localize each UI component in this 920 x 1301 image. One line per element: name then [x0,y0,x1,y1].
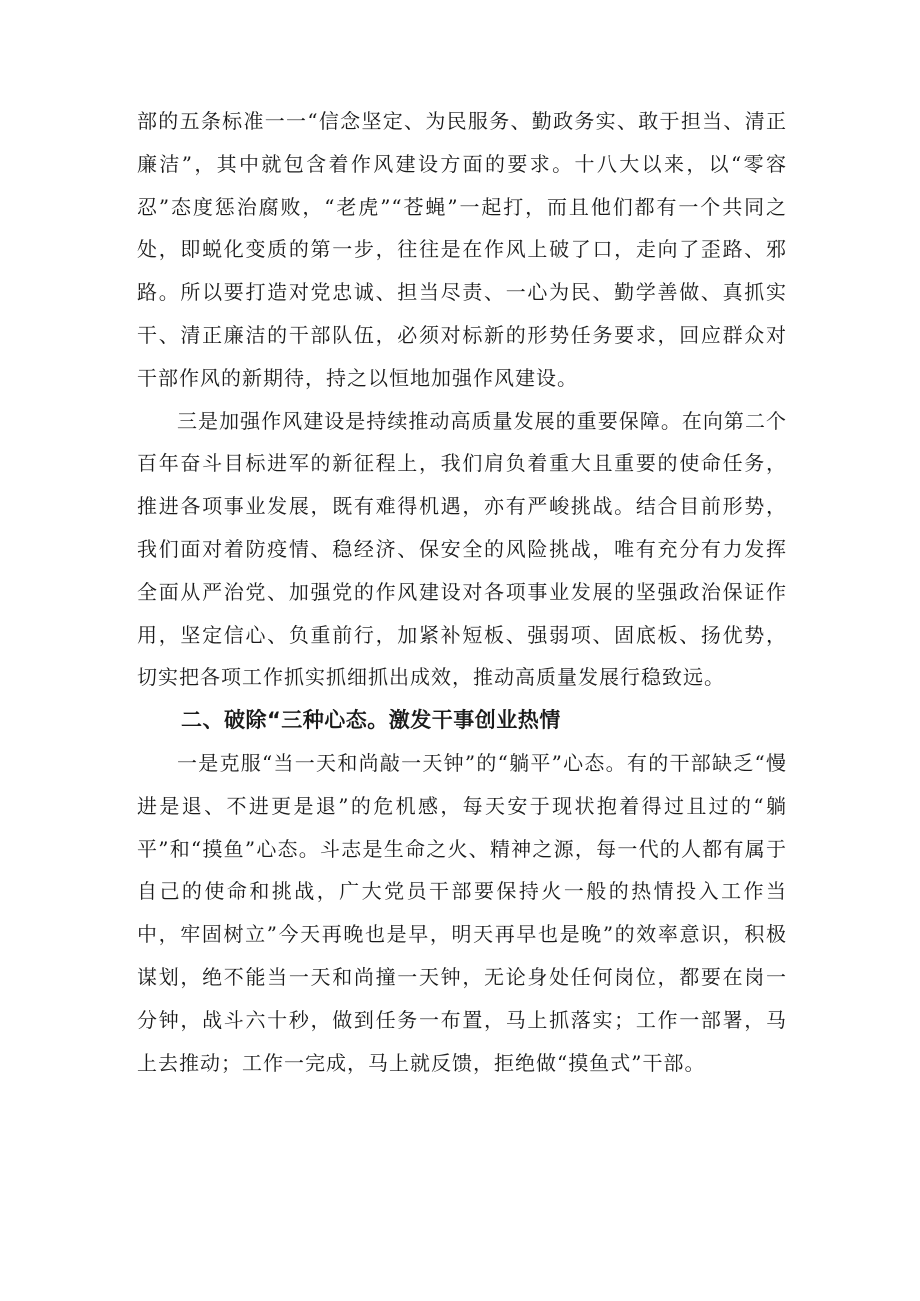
paragraph-lying-flat-mentality: 一是克服“当一天和尚敲一天钟”的“躺平”心态。有的干部缺乏“慢进是退、不进更是退”的危机感，每天安于现状抱着得过且过的“躺平”和“摸鱼”心态。斗志是生命之火、精神之源，每一代的人都有属于自己的使命和挑战，广大党员干部要保持火一般的热情投入工作当中，牢固树立”今天再晚也是早，明天再早也是晚”的效率意识，积极谋划，绝不能当一天和尚撞一天钟，无论身处任何岗位，都要在岗一分钟，战斗六十秒，做到任务一布置，马上抓落实；工作一部署，马上去推动；工作一完成，马上就反馈，拒绝做“摸鱼式”干部。 [137,750,787,1075]
paragraph-high-quality-development: 三是加强作风建设是持续推动高质量发展的重要保障。在向第二个百年奋斗目标进军的新征程上，我们肩负着重大且重要的使命任务，推进各项事业发展，既有难得机遇，亦有严峻挑战。结合目前形势，我们面对着防疫情、稳经济、保安全的风险挑战，唯有充分有力发挥全面从严治党、加强党的作风建设对各项事业发展的坚强政治保证作用，坚定信心、负重前行，加紧补短板、强弱项、固底板、扬优势，切实把各项工作抓实抓细抓出成效，推动高质量发展行稳致远。 [137,408,787,690]
section-heading: 二、破除“三种心态。激发干事创业热情 [181,708,561,733]
document-page [137,100,787,1084]
paragraph-party-standards: 部的五条标准一一“信念坚定、为民服务、勤政务实、敢于担当、清正廉洁”，其中就包含着作风建设方面的要求。十八大以来，以“零容忍”态度惩治腐败，“老虎”“苍蝇”一起打，而且他们都有一个共同之处，即蜕化变质的第一步，往往是在作风上破了口，走向了歪路、邪路。所以要打造对党忠诚、担当尽责、一心为民、勤学善做、真抓实干、清正廉洁的干部队伍，必须对标新的形势任务要求，回应群众对干部作风的新期待，持之以恒地加强作风建设。 [137,109,787,390]
